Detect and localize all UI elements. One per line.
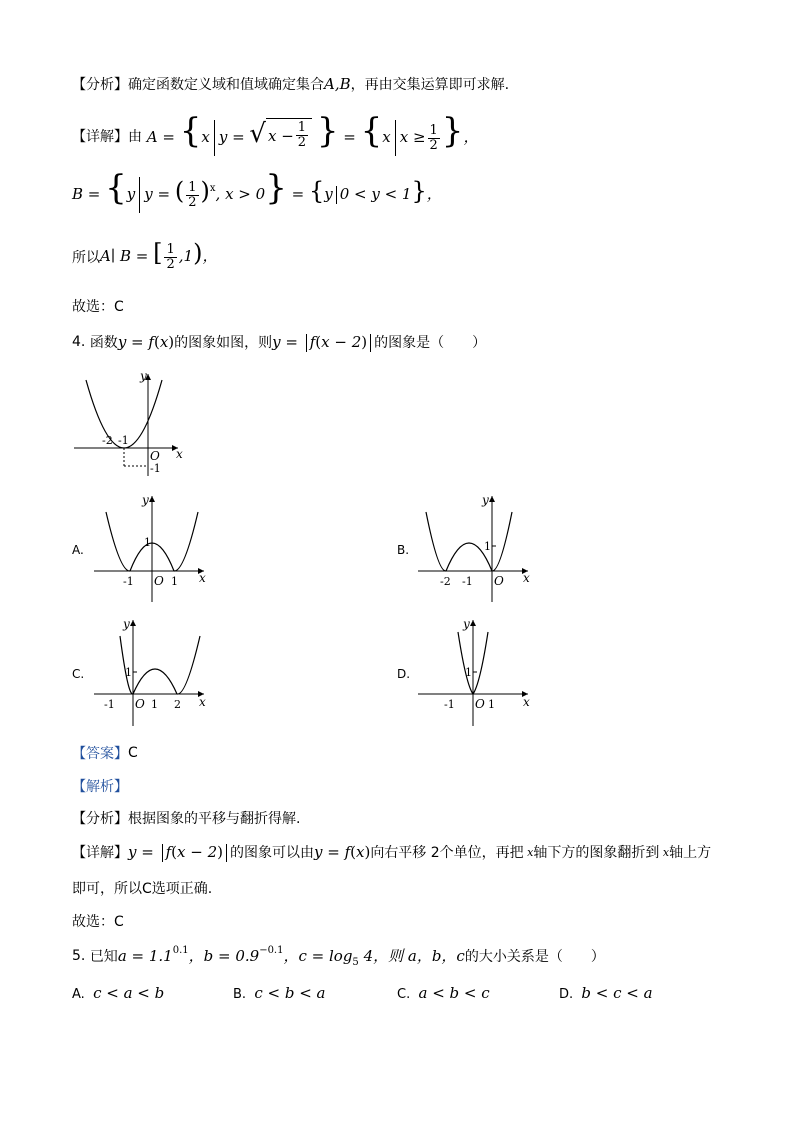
detail-you: 由 (128, 129, 142, 145)
q5-stem-pre: 已知 (89, 948, 118, 965)
analysis-text-post: ，再由交集运算即可求解. (350, 77, 510, 93)
q4-detail-f: y = f(x) (313, 843, 371, 861)
q4-detail-line2-text: 即可，所以C选项正确. (72, 881, 213, 897)
option-c-graph[interactable] (92, 614, 217, 729)
q5-vars: $a = 1.1^{0.1}$，$b = 0.9^{-0.1}$，$c = \log_5 4$，则 a，b，c (117, 945, 465, 968)
option-d-label[interactable]: D. (397, 667, 411, 681)
q5-choice-c[interactable] (397, 984, 490, 1002)
d-x-label: x (523, 695, 530, 709)
option-d-graph[interactable] (416, 614, 541, 729)
q5-stem-post: 的大小关系是（ ） (464, 948, 605, 965)
q5-choice-b-text: c < b < a (254, 984, 326, 1002)
q4-stem-mid: 的图象如图，则 (174, 335, 273, 351)
answer-value: C (128, 745, 138, 761)
q4-detail-post3: 轴上方 (669, 845, 712, 861)
q5-stem (72, 945, 605, 966)
q4-detail-abs: y = f(x − 2) (128, 843, 230, 862)
q4-parse-line (72, 776, 128, 796)
main-tick-neg1: -1 (118, 434, 129, 447)
q4-analysis-line (72, 808, 300, 828)
a-ytick-1: 1 (144, 536, 151, 549)
a-x-label: x (199, 571, 206, 585)
option-b-graph[interactable] (416, 490, 541, 605)
q4-detail-x2: x (659, 845, 670, 859)
b-origin: O (494, 574, 504, 588)
q4-main-graph (68, 366, 198, 478)
q4-analysis-text: 根据图象的平移与翻折得解. (128, 811, 301, 827)
so-text: 所以 (72, 249, 100, 266)
q5-choice-d-label: D. (559, 987, 574, 1002)
d-origin: O (475, 697, 485, 711)
q5-choice-c-text: a < b < c (418, 984, 490, 1002)
d-y-arrow (470, 620, 476, 626)
q4-detail-mid: 的图象可以由 (229, 845, 314, 861)
q5-choice-b-label: B. (233, 987, 247, 1002)
c-curve-right (177, 636, 200, 694)
c-tick-neg1: -1 (104, 698, 115, 711)
b-tick-neg1: -1 (462, 575, 473, 588)
q4-func-abs: y = f(x − 2) (272, 333, 374, 352)
intersection-formula: A∣ B = [ $\frac{1}{2}$ ,1)， (100, 239, 218, 272)
a-origin: O (154, 574, 164, 588)
d-ytick-1: 1 (465, 666, 472, 679)
q4-stem-pre: 函数 (89, 335, 118, 351)
b-x-label: x (523, 571, 530, 585)
option-a-graph[interactable] (92, 490, 217, 605)
c-curve-mid (133, 669, 177, 694)
set-b-line (72, 168, 442, 213)
prev-answer (72, 296, 124, 316)
q4-detail-x1: x (523, 845, 534, 859)
q5-choice-a-label: A. (72, 987, 85, 1002)
a-tick-1: 1 (171, 575, 178, 588)
main-y-label: y (140, 369, 147, 383)
set-a-formula: A = {x y = √ x − $\frac{1}{2}$ } = {x x ≥ $\frac{1}{2}$ }， (142, 116, 478, 156)
q4-detail-line2 (72, 878, 212, 898)
q4-detail-tag: 【详解】 (72, 845, 128, 861)
q5-choice-a-text: c < a < b (93, 984, 165, 1002)
b-curve-right (492, 512, 512, 571)
c-tick-1: 1 (151, 698, 158, 711)
intersection-line (72, 239, 218, 272)
d-curve-right (473, 632, 488, 694)
a-curve-left (106, 512, 130, 571)
answer-tag: 【答案】 (72, 746, 128, 762)
q5-choice-c-label: C. (397, 987, 411, 1002)
b-ytick-1: 1 (484, 540, 491, 553)
c-y-label: y (123, 617, 130, 631)
b-y-label: y (482, 493, 489, 507)
d-tick-1: 1 (488, 698, 495, 711)
q4-answer-line (72, 743, 138, 763)
c-ytick-1: 1 (125, 666, 132, 679)
b-y-arrow (489, 496, 495, 502)
q4-detail-line (72, 842, 711, 862)
detail-tag: 【详解】 (72, 129, 128, 145)
d-tick-neg1: -1 (444, 698, 455, 711)
d-curve-left (458, 632, 473, 694)
c-y-arrow (130, 620, 136, 626)
q4-number: 4. (72, 334, 86, 350)
q4-analysis-tag: 【分析】 (72, 811, 128, 827)
main-origin: O (150, 449, 160, 463)
analysis-text-pre: 确定函数定义域和值域确定集合 (128, 77, 324, 93)
a-tick-neg1: -1 (123, 575, 134, 588)
c-x-label: x (199, 695, 206, 709)
q5-choice-b[interactable] (233, 984, 325, 1002)
q5-choice-a[interactable] (72, 984, 164, 1002)
q4-final (72, 911, 124, 931)
option-b-label[interactable]: B. (397, 543, 410, 557)
b-tick-neg2: -2 (440, 575, 451, 588)
prev-detail-line (72, 111, 479, 156)
main-tick-neg2: -2 (102, 434, 113, 447)
prev-analysis-line (72, 74, 509, 94)
a-y-arrow (149, 496, 155, 502)
set-b-formula: B = {y y = ( $\frac{1}{2}$ )$^x$, x > 0} = {y 0 < y < 1}， (72, 173, 442, 213)
analysis-sets: A,B (324, 75, 351, 93)
a-curve-right (174, 512, 198, 571)
q5-choice-d-text: b < c < a (581, 984, 653, 1002)
q4-func-f: y = f(x) (117, 333, 175, 351)
c-origin: O (135, 697, 145, 711)
q4-final-text: 故选：C (72, 914, 124, 930)
parse-tag: 【解析】 (72, 779, 128, 795)
a-y-label: y (142, 493, 149, 507)
q4-stem-post: 的图象是（ ） (374, 335, 487, 351)
analysis-tag: 【分析】 (72, 77, 128, 93)
prev-answer-text: 故选：C (72, 299, 124, 315)
main-x-label: x (176, 447, 183, 461)
b-curve-left (426, 512, 446, 571)
q4-detail-post1: 向右平移 2个单位，再把 (370, 845, 524, 861)
q5-number: 5. (72, 947, 86, 964)
main-ytick-neg1: -1 (150, 462, 161, 475)
q4-detail-post2: 轴下方的图象翻折到 (533, 845, 660, 861)
c-tick-2: 2 (174, 698, 181, 711)
option-c-label[interactable]: C. (72, 667, 85, 681)
d-y-label: y (463, 617, 470, 631)
q5-choice-d[interactable] (559, 984, 653, 1002)
q4-stem (72, 332, 486, 352)
option-a-label[interactable]: A. (72, 543, 84, 557)
